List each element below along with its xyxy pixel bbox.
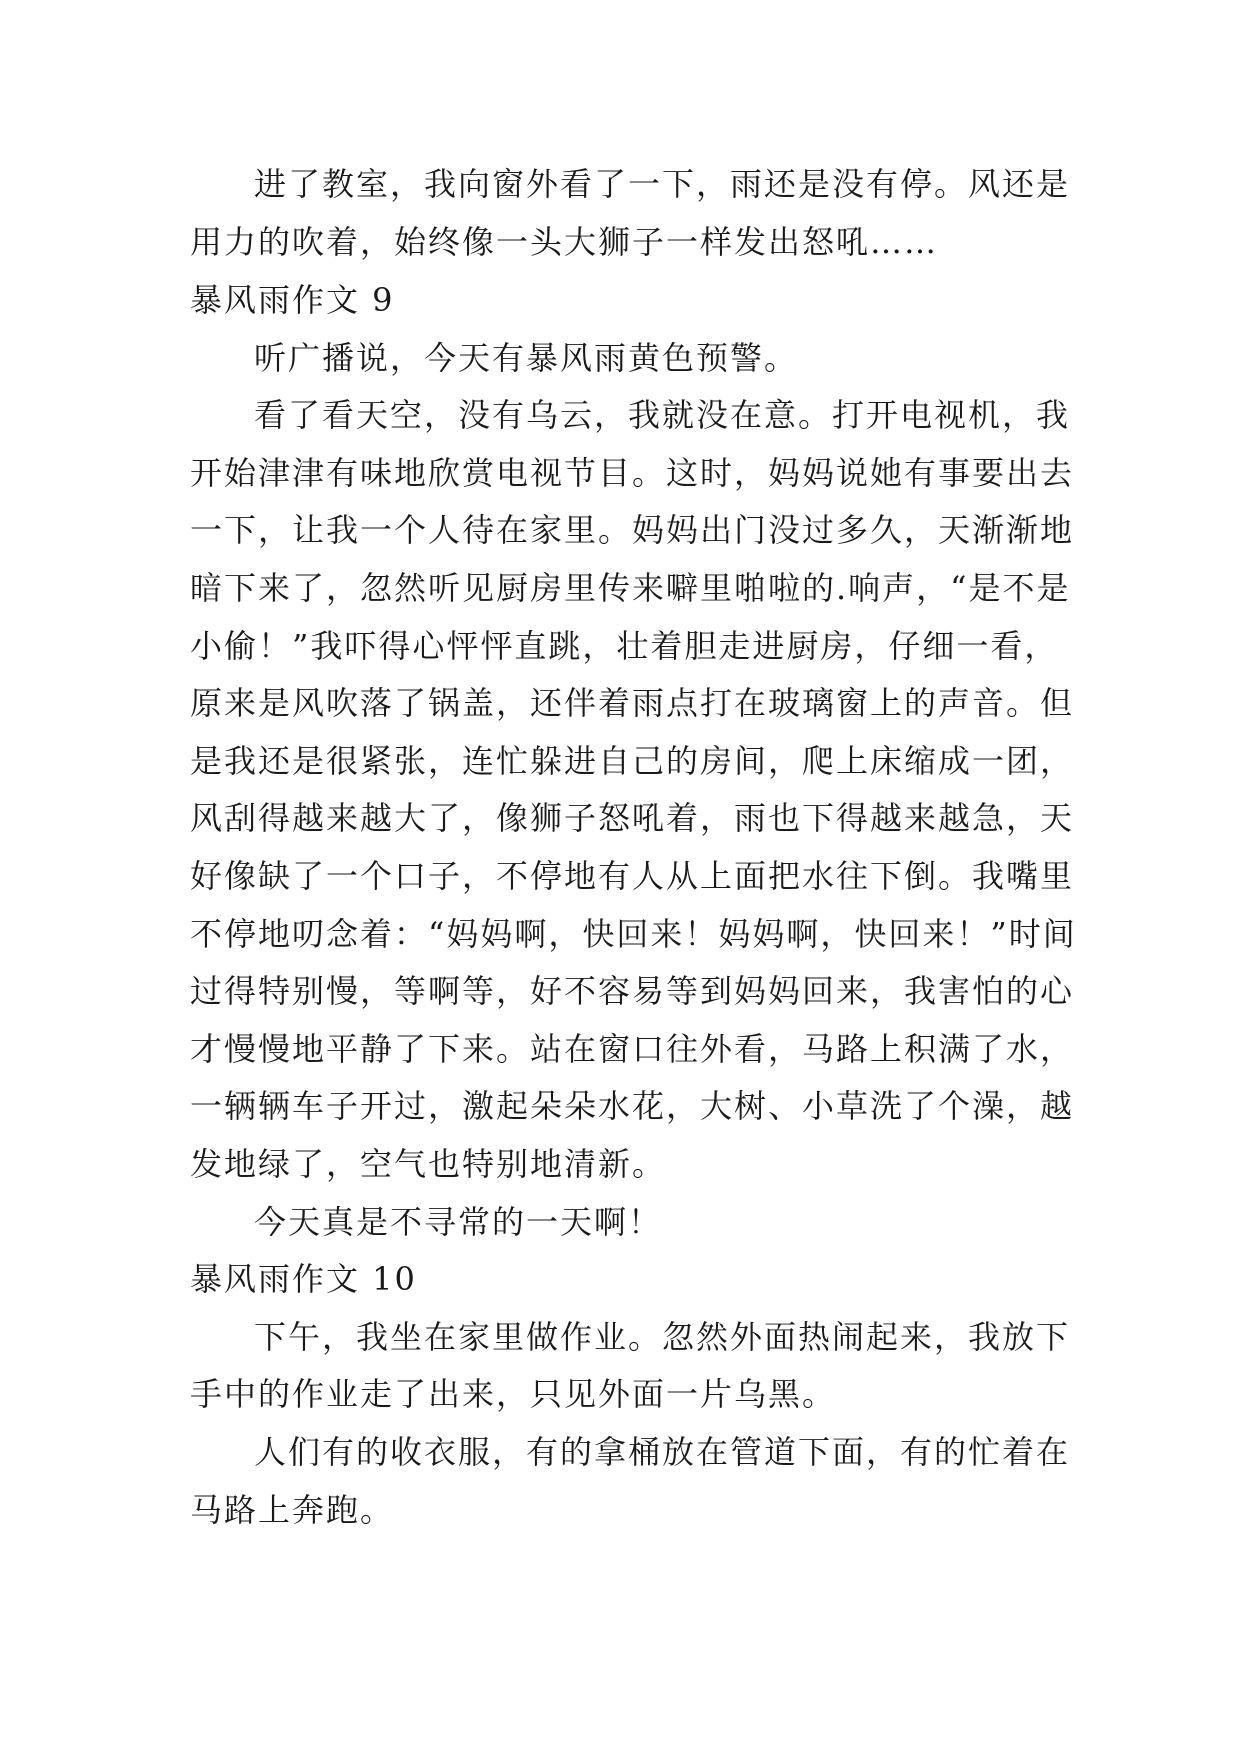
paragraph-line: 好像缺了一个口子，不停地有人从上面把水往下倒。我嘴里 bbox=[190, 857, 1075, 895]
paragraph-line: 手中的作业走了出来，只见外面一片乌黑。 bbox=[190, 1375, 837, 1413]
paragraph-line: 发地绿了，空气也特别地清新。 bbox=[190, 1145, 667, 1183]
section-heading: 暴风雨作文 10 bbox=[190, 1260, 417, 1298]
paragraph-line: 是我还是很紧张，连忙躲进自己的房间，爬上床缩成一团， bbox=[190, 742, 1075, 780]
paragraph-line: 原来是风吹落了锅盖，还伴着雨点打在玻璃窗上的声音。但 bbox=[190, 684, 1075, 722]
paragraph-line: 小偷！”我吓得心怦怦直跳，壮着胆走进厨房，仔细一看， bbox=[190, 627, 1059, 665]
paragraph-line: 一辆辆车子开过，激起朵朵水花，大树、小草洗了个澡，越 bbox=[190, 1087, 1075, 1125]
paragraph-line: 人们有的收衣服，有的拿桶放在管道下面，有的忙着在 bbox=[254, 1433, 1071, 1471]
paragraph-line: 进了教室，我向窗外看了一下，雨还是没有停。风还是 bbox=[254, 165, 1071, 203]
paragraph-line: 听广播说，今天有暴风雨黄色预警。 bbox=[254, 339, 799, 377]
paragraph-line: 看了看天空，没有乌云，我就没在意。打开电视机，我 bbox=[254, 396, 1071, 434]
paragraph-line: 一下，让我一个人待在家里。妈妈出门没过多久，天渐渐地 bbox=[190, 511, 1075, 549]
paragraph-line: 风刮得越来越大了，像狮子怒吼着，雨也下得越来越急，天 bbox=[190, 799, 1075, 837]
section-heading: 暴风雨作文 9 bbox=[190, 281, 395, 319]
paragraph-line: 开始津津有味地欣赏电视节目。这时，妈妈说她有事要出去 bbox=[190, 454, 1075, 492]
paragraph-line: 才慢慢地平静了下来。站在窗口往外看，马路上积满了水， bbox=[190, 1030, 1075, 1068]
paragraph-line: 暗下来了，忽然听见厨房里传来噼里啪啦的.响声，“是不是 bbox=[190, 569, 1071, 607]
paragraph-line: 马路上奔跑。 bbox=[190, 1491, 395, 1529]
paragraph-line: 下午，我坐在家里做作业。忽然外面热闹起来，我放下 bbox=[254, 1318, 1071, 1356]
paragraph-line: 不停地叨念着：“妈妈啊，快回来！妈妈啊，快回来！”时间 bbox=[190, 915, 1077, 953]
paragraph-line: 过得特别慢，等啊等，好不容易等到妈妈回来，我害怕的心 bbox=[190, 972, 1075, 1010]
paragraph-line: 今天真是不寻常的一天啊！ bbox=[254, 1203, 663, 1241]
paragraph-line: 用力的吹着，始终像一头大狮子一样发出怒吼…… bbox=[190, 223, 939, 261]
